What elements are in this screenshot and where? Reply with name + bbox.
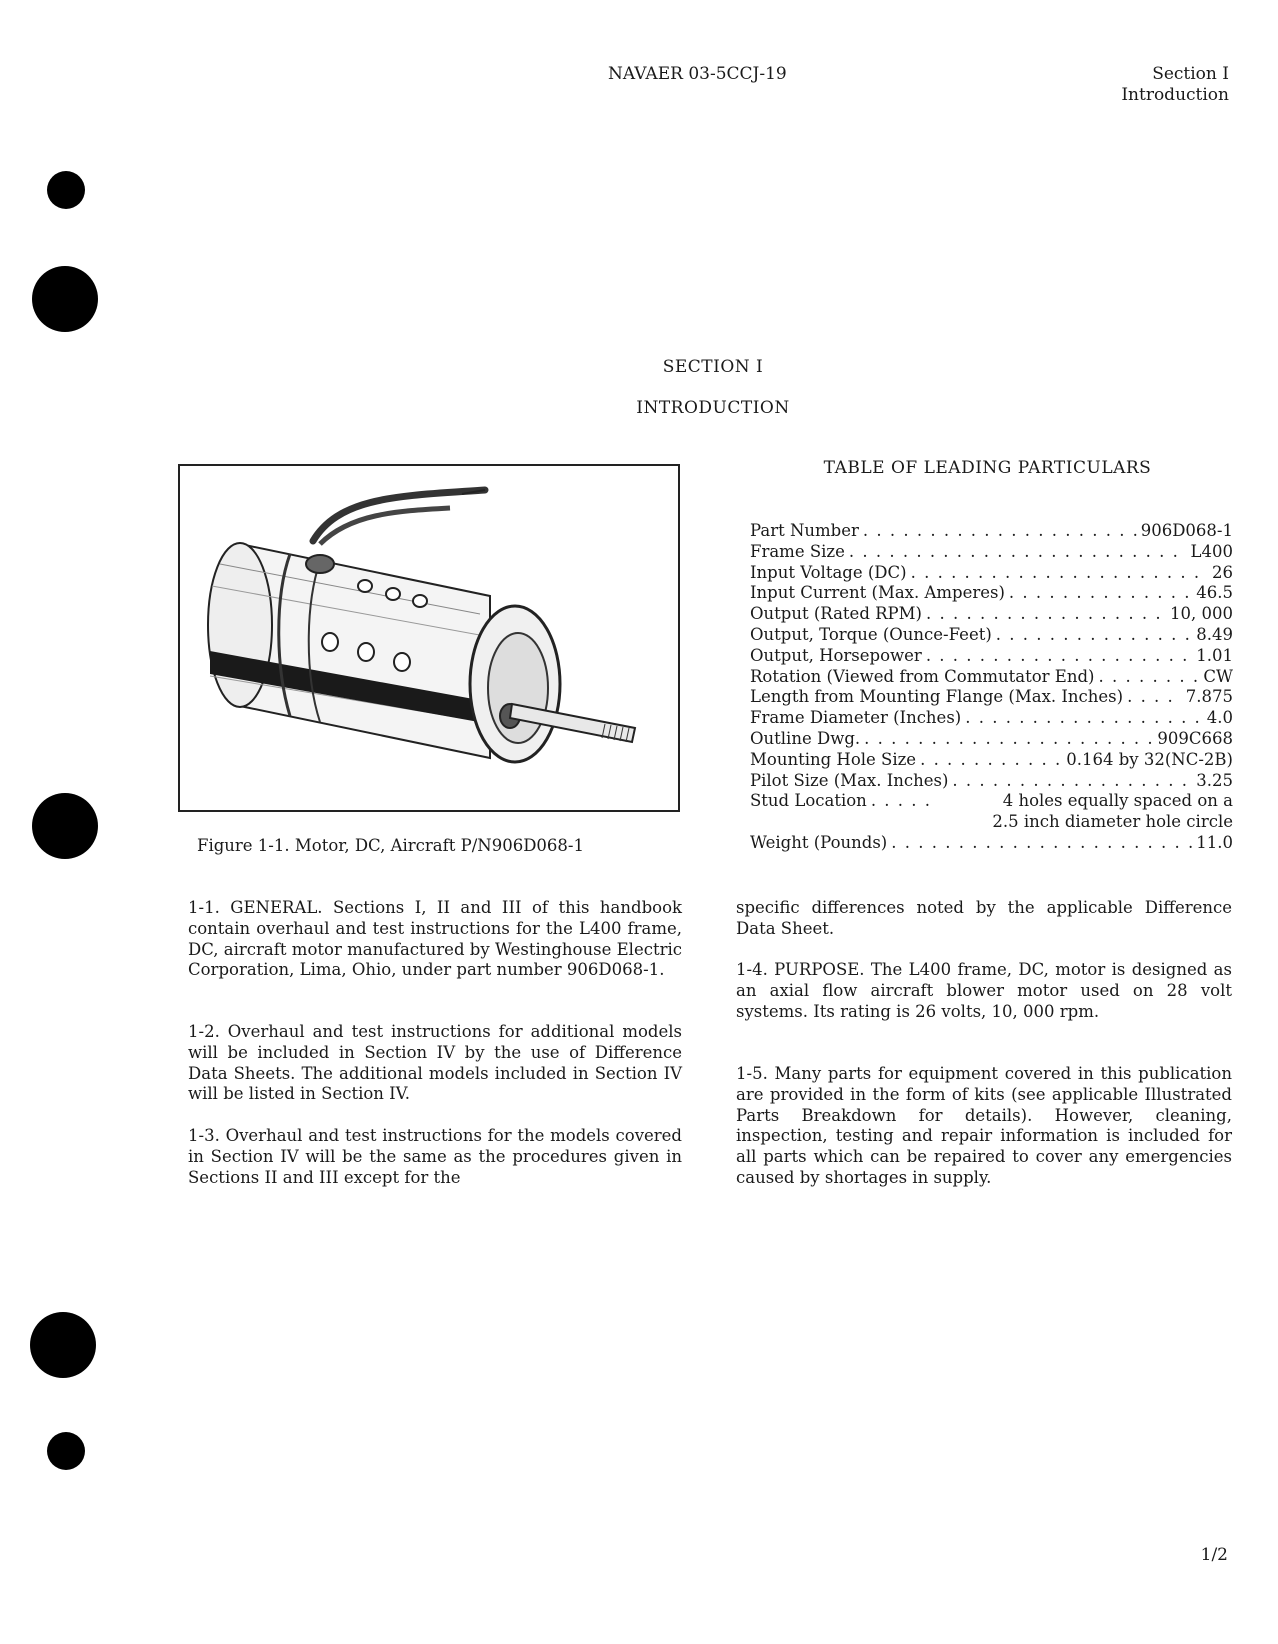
row-value: 10, 000 <box>1170 604 1233 624</box>
table-row <box>750 542 1233 563</box>
header-section: Section I <box>1152 64 1229 84</box>
leader-dots <box>891 833 1192 852</box>
particulars-table <box>750 521 1233 854</box>
paragraph-1-5: 1-5. Many parts for equipment covered in this publication are provided in the form of kits (see applicable Illustrated Parts Breakdown for details). However, cleaning, inspection, testing and repair information is included for all parts which can be repaired to cover any emergencies caused by shortages in supply. <box>736 1064 1232 1187</box>
row-label: Output, Horsepower <box>750 645 922 665</box>
row-value: L400 <box>1190 541 1233 561</box>
row-label: Part Number <box>750 521 859 540</box>
row-value: 4.0 <box>1206 708 1233 728</box>
punch-hole <box>32 793 98 859</box>
row-label: Frame Diameter (Inches) <box>750 708 962 728</box>
table-row <box>750 791 1233 812</box>
punch-hole <box>47 1432 85 1470</box>
row-label: Pilot Size (Max. Inches) <box>750 770 949 790</box>
leader-dots <box>965 708 1203 727</box>
table-title: TABLE OF LEADING PARTICULARS <box>823 458 1152 478</box>
table-row <box>750 583 1233 604</box>
row-label: Stud Location <box>750 791 867 811</box>
header-section-title: Introduction <box>1121 85 1229 105</box>
leader-dots <box>863 521 1137 540</box>
page-number: 1/2 <box>1200 1545 1228 1565</box>
table-row <box>750 667 1233 688</box>
leader-dots <box>1009 583 1192 602</box>
table-row <box>750 687 1233 708</box>
table-row <box>750 771 1233 792</box>
row-value: 2.5 inch diameter hole circle <box>992 812 1233 832</box>
row-label: Mounting Hole Size <box>750 749 917 769</box>
paragraph-1-1: 1-1. GENERAL. Sections I, II and III of this handbook contain overhaul and test instructions for the L400 frame, DC, aircraft motor manufactured by Westinghouse Electric Corporation, Lima, Ohio, under part number 906D068-1. <box>188 898 682 980</box>
leader-dots <box>864 729 1153 748</box>
leader-dots <box>1098 667 1199 686</box>
row-label: Frame Size <box>750 541 845 561</box>
row-label: Length from Mounting Flange (Max. Inches) <box>750 687 1124 707</box>
row-value: 906D068-1 <box>1140 521 1233 540</box>
punch-hole <box>32 266 98 332</box>
document-number: NAVAER 03-5CCJ-19 <box>608 64 787 84</box>
row-value: 1.01 <box>1196 645 1233 665</box>
table-row <box>750 625 1233 646</box>
paragraph-1-2: 1-2. Overhaul and test instructions for additional models will be included in Section IV by the use of Difference Data Sheets. The additional models included in Section IV will be listed in Section IV. <box>188 1022 682 1104</box>
row-value: 11.0 <box>1196 832 1233 852</box>
row-value: 0.164 by 32(NC-2B) <box>1066 749 1233 769</box>
row-label: Rotation (Viewed from Commutator End) <box>750 666 1095 686</box>
leader-dots <box>952 771 1192 790</box>
row-value: 4 holes equally spaced on a <box>1002 791 1233 811</box>
section-title: INTRODUCTION <box>636 398 790 418</box>
table-row <box>750 708 1233 729</box>
row-label: Outline Dwg. <box>750 728 861 748</box>
table-row <box>750 521 1233 542</box>
row-value: 26 <box>1212 562 1233 582</box>
table-row <box>750 563 1233 584</box>
punch-hole <box>47 171 85 209</box>
paragraph-1-3: 1-3. Overhaul and test instructions for the models covered in Section IV will be the same as the procedures given in Sections II and III except for the <box>188 1126 682 1187</box>
row-value: 909C668 <box>1157 728 1233 748</box>
leader-dots <box>849 542 1187 561</box>
row-label: Weight (Pounds) <box>750 832 888 852</box>
section-heading: SECTION I <box>662 357 764 377</box>
row-label: Input Voltage (DC) <box>750 562 907 582</box>
table-row <box>750 729 1233 750</box>
row-value: 3.25 <box>1196 770 1233 790</box>
leader-dots <box>911 563 1208 582</box>
row-value: 7.875 <box>1185 687 1233 707</box>
table-row <box>750 750 1233 771</box>
table-row <box>750 833 1233 854</box>
table-row <box>750 604 1233 625</box>
paragraph-1-4: 1-4. PURPOSE. The L400 frame, DC, motor is designed as an axial flow aircraft blower motor used on 28 volt systems. Its rating is 26 volts, 10, 000 rpm. <box>736 960 1232 1021</box>
leader-dots <box>926 604 1166 623</box>
figure-frame <box>178 464 680 812</box>
leader-dots <box>920 750 1062 769</box>
leader-dots <box>871 791 931 810</box>
row-label: Output (Rated RPM) <box>750 604 922 624</box>
motor-illustration <box>180 466 678 810</box>
leader-dots <box>926 646 1192 665</box>
table-row <box>750 812 1233 833</box>
row-label: Output, Torque (Ounce-Feet) <box>750 624 992 644</box>
table-row <box>750 646 1233 667</box>
leader-dots <box>996 625 1192 644</box>
row-value: 46.5 <box>1196 583 1233 603</box>
paragraph-1-3-continued: specific differences noted by the applicable Difference Data Sheet. <box>736 898 1232 938</box>
leader-dots <box>1127 687 1182 706</box>
figure-caption: Figure 1-1. Motor, DC, Aircraft P/N906D068-1 <box>197 836 585 855</box>
row-label: Input Current (Max. Amperes) <box>750 583 1005 603</box>
row-value: 8.49 <box>1196 624 1233 644</box>
row-value: CW <box>1203 666 1233 686</box>
punch-hole <box>30 1312 96 1378</box>
